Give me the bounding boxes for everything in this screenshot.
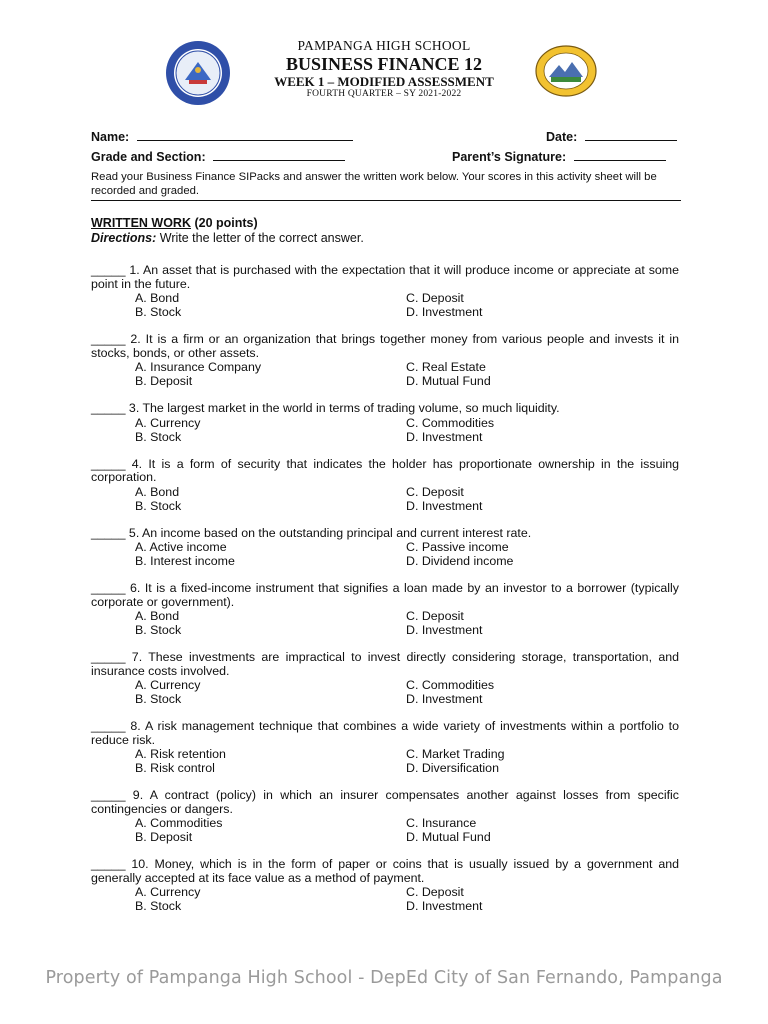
subject-title: BUSINESS FINANCE 12 (285, 54, 483, 74)
parent-signature-field[interactable] (574, 148, 666, 161)
question-text (91, 582, 679, 609)
choice-list (91, 816, 679, 844)
question-prompt: 4. It is a form of security that indicates the holder has proportionate ownership in the issuing corporation. (91, 456, 679, 484)
question-item (91, 402, 679, 444)
choice-option: B. Stock (135, 692, 182, 706)
directions-text: Write the letter of the correct answer. (156, 231, 364, 245)
written-work-points: (20 points) (190, 216, 258, 230)
question-item (91, 789, 679, 844)
choice-option: B. Stock (135, 899, 182, 913)
choice-list (91, 885, 679, 913)
question-text (91, 527, 679, 541)
choice-option: B. Risk control (135, 761, 215, 775)
question-item (91, 582, 679, 637)
choice-option: A. Active income (135, 540, 227, 554)
choice-option: D. Mutual Fund (406, 374, 491, 388)
school-name: PAMPANGA HIGH SCHOOL (297, 38, 471, 53)
question-text (91, 858, 679, 885)
question-item (91, 720, 679, 775)
choice-option: A. Currency (135, 415, 201, 430)
question-prompt: 2. It is a firm or an organization that brings together money from various people and invests it in stocks, bonds, or other assets. (91, 332, 679, 360)
question-item (91, 527, 679, 569)
question-text (91, 720, 679, 747)
choice-option: D. Mutual Fund (406, 830, 491, 844)
question-item (91, 333, 679, 388)
name-field[interactable] (137, 128, 353, 141)
answer-blank[interactable]: _____ (91, 719, 126, 733)
answer-blank[interactable]: _____ (91, 525, 126, 540)
choice-list (91, 291, 679, 319)
answer-blank[interactable]: _____ (91, 263, 126, 277)
choice-list (91, 678, 679, 706)
choice-option: B. Deposit (135, 374, 193, 388)
header-divider (91, 200, 681, 201)
choice-option: D. Diversification (406, 761, 499, 775)
choice-option: C. Deposit (406, 291, 464, 305)
question-item (91, 858, 679, 913)
name-label: Name: (91, 130, 130, 144)
question-list (91, 264, 679, 927)
choice-option: D. Dividend income (406, 554, 514, 568)
answer-blank[interactable]: _____ (91, 788, 126, 802)
choice-option: C. Passive income (406, 540, 509, 554)
choice-option: D. Investment (406, 498, 483, 513)
choice-option: A. Insurance Company (135, 360, 262, 374)
question-prompt: 3. The largest market in the world in terms of trading volume, so much liquidity. (128, 401, 560, 415)
choice-option: C. Deposit (406, 484, 464, 499)
choice-option: C. Commodities (406, 678, 495, 692)
choice-option: D. Investment (406, 623, 483, 637)
grade-section-label: Grade and Section: (91, 150, 206, 164)
grade-section-field[interactable] (213, 148, 345, 161)
question-prompt: 7. These investments are impractical to invest directly considering storage, transportation, and insurance costs involved. (91, 650, 679, 678)
question-prompt: 6. It is a fixed-income instrument that signifies a loan made by an investor to a borrower (typically corporate or government). (91, 581, 679, 609)
choice-option: C. Insurance (406, 816, 477, 830)
choice-option: A. Bond (135, 484, 180, 499)
document-header (0, 38, 768, 108)
choice-option: B. Stock (135, 429, 182, 444)
choice-list (91, 360, 679, 388)
choice-option: B. Interest income (135, 554, 235, 568)
question-prompt: 9. A contract (policy) in which an insurer compensates another against losses from specific contingencies or dangers. (91, 788, 679, 816)
directions-label: Directions: (91, 231, 157, 245)
question-item (91, 264, 679, 319)
answer-blank[interactable]: _____ (91, 332, 126, 346)
question-prompt: 8. A risk management technique that combines a wide variety of investments within a portfolio to reduce risk. (91, 719, 679, 747)
question-prompt: 10. Money, which is in the form of paper or coins that is usually issued by a government and generally accepted at its face value as a method of payment. (91, 857, 679, 885)
choice-list (91, 540, 679, 568)
choice-option: A. Risk retention (135, 747, 226, 761)
question-text (91, 651, 679, 678)
question-text (91, 458, 679, 485)
choice-option: B. Stock (135, 498, 182, 513)
choice-option: D. Investment (406, 692, 483, 706)
answer-blank[interactable]: _____ (91, 456, 126, 471)
footer-watermark: Property of Pampanga High School - DepEd City of San Fernando, Pampanga (45, 968, 723, 988)
date-field[interactable] (585, 128, 677, 141)
grade-signature-row (91, 148, 679, 164)
choice-option: C. Commodities (406, 415, 495, 430)
answer-blank[interactable]: _____ (91, 650, 126, 664)
answer-blank[interactable]: _____ (91, 857, 126, 871)
answer-blank[interactable]: _____ (91, 581, 126, 595)
choice-option: C. Deposit (406, 609, 464, 623)
choice-option: B. Stock (135, 305, 182, 319)
date-label: Date: (546, 130, 578, 144)
written-work-section (91, 216, 364, 246)
instructions-text: Read your Business Finance SIPacks and answer the written work below. Your scores in this activity sheet will be recorded and graded. (91, 171, 657, 197)
choice-option: C. Market Trading (406, 747, 505, 761)
question-item (91, 651, 679, 706)
quarter-label: FOURTH QUARTER – SY 2021-2022 (306, 89, 462, 99)
choice-option: A. Currency (135, 885, 201, 899)
choice-option: D. Investment (406, 429, 483, 444)
choice-option: B. Deposit (135, 830, 193, 844)
choice-option: D. Investment (406, 899, 483, 913)
question-prompt: 1. An asset that is purchased with the expectation that it will produce income or appreciate at some point in the future. (91, 263, 679, 291)
parent-signature-label: Parent’s Signature: (452, 150, 567, 164)
choice-option: D. Investment (406, 305, 483, 319)
choice-option: A. Commodities (135, 816, 223, 830)
question-text (91, 402, 679, 416)
choice-list (91, 416, 679, 444)
question-text (91, 264, 679, 291)
question-text (91, 789, 679, 816)
choice-option: A. Currency (135, 678, 201, 692)
question-item (91, 458, 679, 513)
written-work-title: WRITTEN WORK (91, 216, 191, 230)
choice-list (91, 609, 679, 637)
name-date-row (91, 128, 679, 144)
choice-list (91, 485, 679, 513)
assessment-title: WEEK 1 – MODIFIED ASSESSMENT (274, 74, 494, 89)
choice-option: C. Deposit (406, 885, 464, 899)
answer-blank[interactable]: _____ (91, 401, 126, 415)
choice-list (91, 747, 679, 775)
choice-option: A. Bond (135, 291, 180, 305)
choice-option: B. Stock (135, 623, 182, 637)
choice-option: A. Bond (135, 609, 180, 623)
choice-option: C. Real Estate (406, 360, 486, 374)
question-text (91, 333, 679, 360)
question-prompt: 5. An income based on the outstanding principal and current interest rate. (128, 525, 532, 540)
